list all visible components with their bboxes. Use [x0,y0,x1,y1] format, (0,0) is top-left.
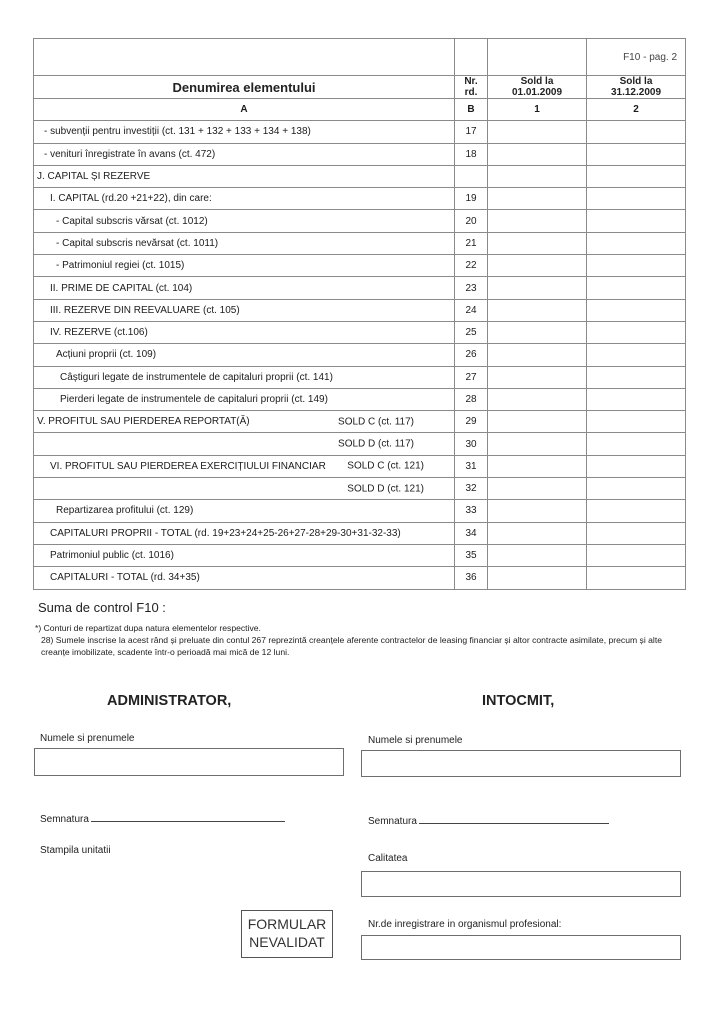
letter-row [34,99,686,121]
row-label-cell [34,567,455,589]
row-number: 20 [455,210,488,232]
row-number: 30 [455,433,488,455]
intocmit-quality-field[interactable] [361,871,681,897]
row-label: II. PRIME DE CAPITAL (ct. 104) [50,282,193,294]
sold-start-cell[interactable] [488,567,587,589]
letter-2: 2 [587,99,686,121]
row-label-cell [34,255,455,277]
col-header-rd-line2: rd. [464,87,478,98]
row-number: 26 [455,344,488,366]
sold-end-cell[interactable] [587,165,686,187]
table-row [34,277,686,299]
table-row [34,210,686,232]
sold-start-cell[interactable] [488,232,587,254]
row-label: Repartizarea profitului (ct. 129) [56,505,194,517]
sold-end-cell[interactable] [587,210,686,232]
table-row [34,232,686,254]
intocmit-signature [368,814,609,827]
admin-signature [40,812,285,825]
row-number: 18 [455,143,488,165]
sold-end-cell[interactable] [587,567,686,589]
row-number: 17 [455,121,488,143]
sold-start-cell[interactable] [488,433,587,455]
sold-label: SOLD D (ct. 121) [347,483,424,495]
sold-end-cell[interactable] [587,143,686,165]
table-row [34,366,686,388]
sold-end-cell[interactable] [587,455,686,477]
table-row [34,165,686,187]
row-label-cell [34,500,455,522]
sold-start-cell[interactable] [488,388,587,410]
row-label-cell [34,299,455,321]
col-header-sold-end [587,76,686,99]
sold-end-cell[interactable] [587,321,686,343]
col-header-name: Denumirea elementului [34,76,455,99]
sold-start-cell[interactable] [488,455,587,477]
row-label: CAPITALURI PROPRII - TOTAL (rd. 19+23+24+25-26+27-28+29-30+31-32-33) [50,527,401,539]
sold-start-cell[interactable] [488,321,587,343]
row-label: Pierderi legate de instrumentele de capitaluri proprii (ct. 149) [60,394,328,405]
table-row [34,500,686,522]
sold-end-cell[interactable] [587,522,686,544]
sold-start-cell[interactable] [488,277,587,299]
row-number: 34 [455,522,488,544]
col-header-sold-start-line1: Sold la [520,76,554,87]
row-label-cell [34,478,455,500]
table-row [34,121,686,143]
sold-end-cell[interactable] [587,232,686,254]
col-header-sold-end-line2: 31.12.2009 [610,87,662,98]
row-label [34,483,37,494]
sold-end-cell[interactable] [587,255,686,277]
table-row [34,143,686,165]
row-label-cell [34,143,455,165]
sold-start-cell[interactable] [488,143,587,165]
sold-end-cell[interactable] [587,411,686,433]
intocmit-quality-label: Calitatea [368,853,408,864]
letter-a: A [34,99,455,121]
sold-label: SOLD D (ct. 117) [338,438,414,450]
table-row [34,388,686,410]
table-row [34,188,686,210]
row-number: 22 [455,255,488,277]
admin-signature-label: Semnatura [40,814,89,825]
row-label: - subvenții pentru investiții (ct. 131 + 132 + 133 + 134 + 138) [44,126,311,138]
footnote-28: 28) Sumele inscrise la acest rând și preluate din contul 267 reprezintă creanțele aferente contractelor de leasing financiar și altor contracte asimilate, precum și alte creanțe imobilizate, scadente într-o perioadă mai mică de 12 luni. [41,635,662,657]
row-label-cell [34,455,455,477]
footnotes [35,622,675,658]
row-label-cell [34,433,455,455]
stamp-line-2: NEVALIDAT [249,934,325,950]
table-row [34,299,686,321]
sold-end-cell[interactable] [587,299,686,321]
row-label-cell [34,344,455,366]
table-row [34,411,686,433]
row-label: V. PROFITUL SAU PIERDEREA REPORTAT(Ă) [37,416,250,428]
row-number [455,165,488,187]
row-number: 33 [455,500,488,522]
row-label-cell [34,165,455,187]
footnote-1: *) Conturi de repartizat dupa natura elementelor respective. [35,623,261,633]
intocmit-name-field[interactable] [361,750,681,777]
row-number: 28 [455,388,488,410]
row-number: 31 [455,455,488,477]
intocmit-signature-line[interactable] [419,814,609,824]
row-label-cell [34,366,455,388]
sold-end-cell[interactable] [587,277,686,299]
col-header-sold-start [488,76,587,99]
sold-end-cell[interactable] [587,478,686,500]
row-label-cell [34,544,455,566]
sold-end-cell[interactable] [587,500,686,522]
sold-start-cell[interactable] [488,121,587,143]
row-label: J. CAPITAL ȘI REZERVE [37,171,151,183]
control-sum-label: Suma de control F10 : [38,600,166,615]
row-number: 27 [455,366,488,388]
intocmit-registration-field[interactable] [361,935,681,960]
sold-start-cell[interactable] [488,188,587,210]
row-number: 29 [455,411,488,433]
row-label-cell [34,522,455,544]
sold-end-cell[interactable] [587,388,686,410]
row-label: Acțiuni proprii (ct. 109) [56,349,157,361]
row-label: III. REZERVE DIN REEVALUARE (ct. 105) [50,304,240,316]
intocmit-name-label: Numele si prenumele [368,735,463,746]
sold-end-cell[interactable] [587,188,686,210]
sold-start-cell[interactable] [488,255,587,277]
sold-start-cell[interactable] [488,165,587,187]
administrator-title: ADMINISTRATOR, [107,693,232,709]
row-label [34,439,37,450]
table-row [34,522,686,544]
row-number: 25 [455,321,488,343]
admin-name-field[interactable] [34,748,344,776]
sold-start-cell[interactable] [488,366,587,388]
table-row [34,478,686,500]
page-mark-row [34,39,686,76]
sold-start-cell[interactable] [488,478,587,500]
header-row [34,76,686,99]
row-label-cell [34,210,455,232]
admin-stamp-label: Stampila unitatii [40,845,111,856]
row-number: 35 [455,544,488,566]
admin-signature-line[interactable] [91,812,285,822]
table-row [34,255,686,277]
row-label: I. CAPITAL (rd.20 +21+22), din care: [50,193,212,205]
sold-start-cell[interactable] [488,411,587,433]
row-label: - Patrimoniul regiei (ct. 1015) [56,260,185,272]
row-number: 19 [455,188,488,210]
row-number: 32 [455,478,488,500]
row-label-cell [34,411,455,433]
sold-start-cell[interactable] [488,544,587,566]
sold-end-cell[interactable] [587,366,686,388]
table-row [34,321,686,343]
sold-end-cell[interactable] [587,544,686,566]
sold-start-cell[interactable] [488,344,587,366]
table-row [34,433,686,455]
table-row [34,544,686,566]
row-number: 24 [455,299,488,321]
table-row [34,344,686,366]
balance-table [33,38,686,590]
row-label-cell [34,277,455,299]
row-number: 23 [455,277,488,299]
letter-b: B [455,99,488,121]
stamp-line-1: FORMULAR [247,916,327,932]
intocmit-registration-label: Nr.de inregistrare in organismul profesional: [368,919,562,930]
row-label: VI. PROFITUL SAU PIERDEREA EXERCIȚIULUI FINANCIAR [50,460,326,472]
letter-1: 1 [488,99,587,121]
row-label: - Capital subscris vărsat (ct. 1012) [56,215,208,227]
sold-start-cell[interactable] [488,210,587,232]
table-row [34,455,686,477]
sold-end-cell[interactable] [587,121,686,143]
page-label: F10 - pag. 2 [587,39,686,76]
unvalidated-form-stamp [241,910,333,958]
row-label: - venituri înregistrate în avans (ct. 472) [44,148,216,160]
sold-end-cell[interactable] [587,344,686,366]
row-label: Patrimoniul public (ct. 1016) [50,550,174,562]
row-label: - Capital subscris nevărsat (ct. 1011) [56,237,219,249]
row-label-cell [34,321,455,343]
row-label: IV. REZERVE (ct.106) [50,327,148,339]
sold-start-cell[interactable] [488,522,587,544]
row-label-cell [34,232,455,254]
row-label-cell [34,388,455,410]
intocmit-signature-label: Semnatura [368,816,417,827]
row-number: 21 [455,232,488,254]
col-header-rd-line1: Nr. [464,76,478,87]
row-label: CAPITALURI - TOTAL (rd. 34+35) [50,572,200,584]
sold-label: SOLD C (ct. 121) [347,460,424,472]
table-row [34,567,686,589]
col-header-sold-end-line1: Sold la [619,76,653,87]
row-label: Câștiguri legate de instrumentele de capitaluri proprii (ct. 141) [60,371,333,383]
row-label-cell [34,188,455,210]
col-header-rd [455,76,488,99]
intocmit-title: INTOCMIT, [482,693,555,709]
sold-start-cell[interactable] [488,299,587,321]
sold-label: SOLD C (ct. 117) [338,416,414,428]
sold-end-cell[interactable] [587,433,686,455]
row-label-cell [34,121,455,143]
row-number: 36 [455,567,488,589]
admin-name-label: Numele si prenumele [40,733,135,744]
col-header-sold-start-line2: 01.01.2009 [511,87,563,98]
sold-start-cell[interactable] [488,500,587,522]
